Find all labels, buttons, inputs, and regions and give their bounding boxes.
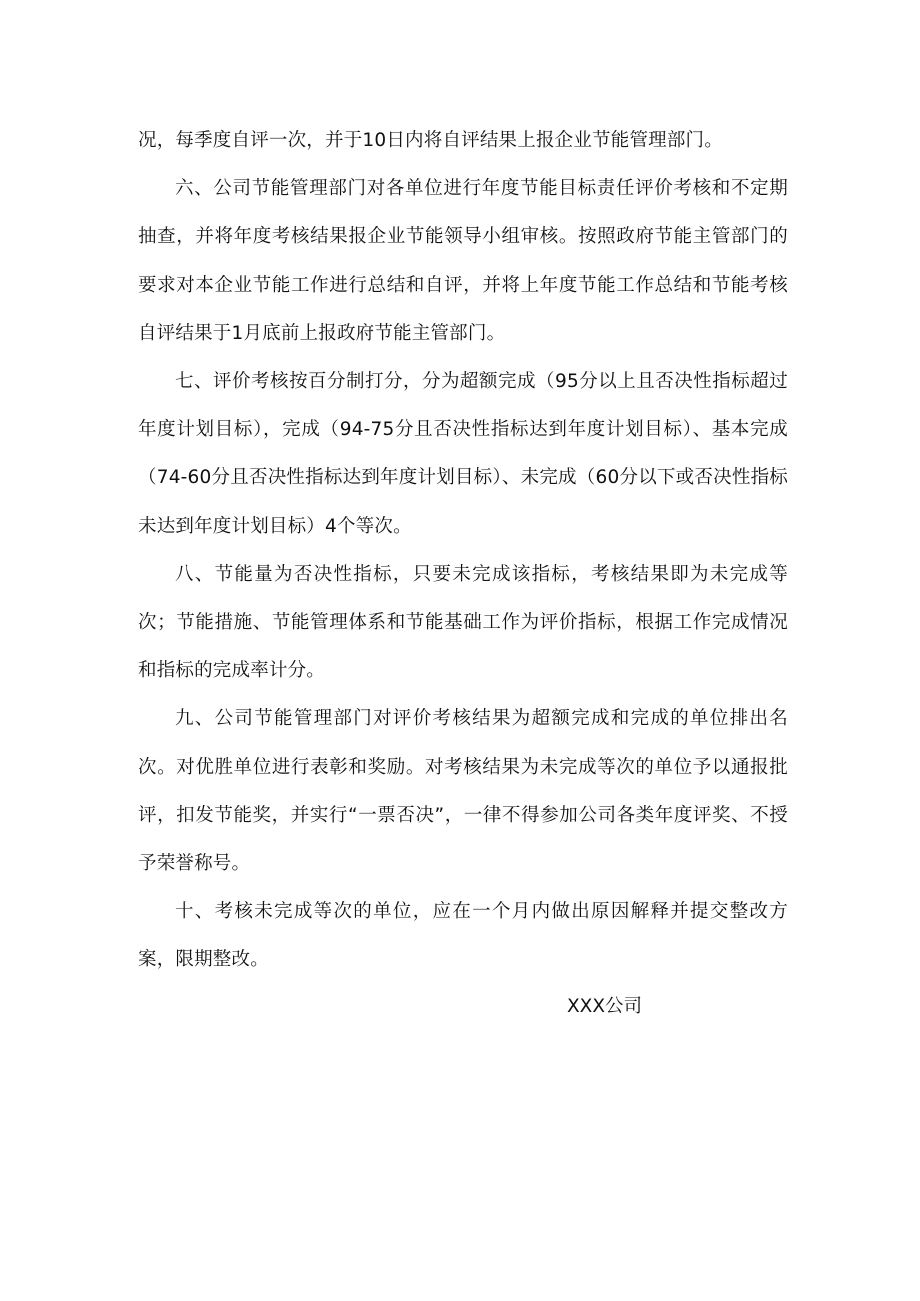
company-signature: XXX公司: [567, 996, 643, 1017]
document-body: [138, 117, 788, 985]
paragraph-item-7: 七、评价考核按百分制打分，分为超额完成（95分以上且否决性指标超过年度计划目标），完成（94-75分且否决性指标达到年度计划目标）、基本完成（74-60分且否决性指标达到年度计划目标）、未完成（60分以下或否决性指标未达到年度计划目标）4个等次。: [138, 371, 788, 537]
paragraph-continuation: 况，每季度自评一次，并于10日内将自评结果上报企业节能管理部门。: [138, 130, 723, 151]
paragraph-item-8: 八、节能量为否决性指标，只要未完成该指标，考核结果即为未完成等次；节能措施、节能管理体系和节能基础工作为评价指标，根据工作完成情况和指标的完成率计分。: [138, 563, 788, 682]
paragraph-item-6: 六、公司节能管理部门对各单位进行年度节能目标责任评价考核和不定期抽查，并将年度考核结果报企业节能领导小组审核。按照政府节能主管部门的要求对本企业节能工作进行总结和自评，并将上年度节能工作总结和节能考核自评结果于1月底前上报政府节能主管部门。: [138, 178, 788, 344]
paragraph-item-9: 九、公司节能管理部门对评价考核结果为超额完成和完成的单位排出名次。对优胜单位进行表彰和奖励。对考核结果为未完成等次的单位予以通报批评，扣发节能奖，并实行“一票否决”，一律不得参加公司各类年度评奖、不授予荣誉称号。: [138, 708, 788, 875]
paragraph-item-10: 十、考核未完成等次的单位，应在一个月内做出原因解释并提交整改方案，限期整改。: [138, 901, 788, 971]
